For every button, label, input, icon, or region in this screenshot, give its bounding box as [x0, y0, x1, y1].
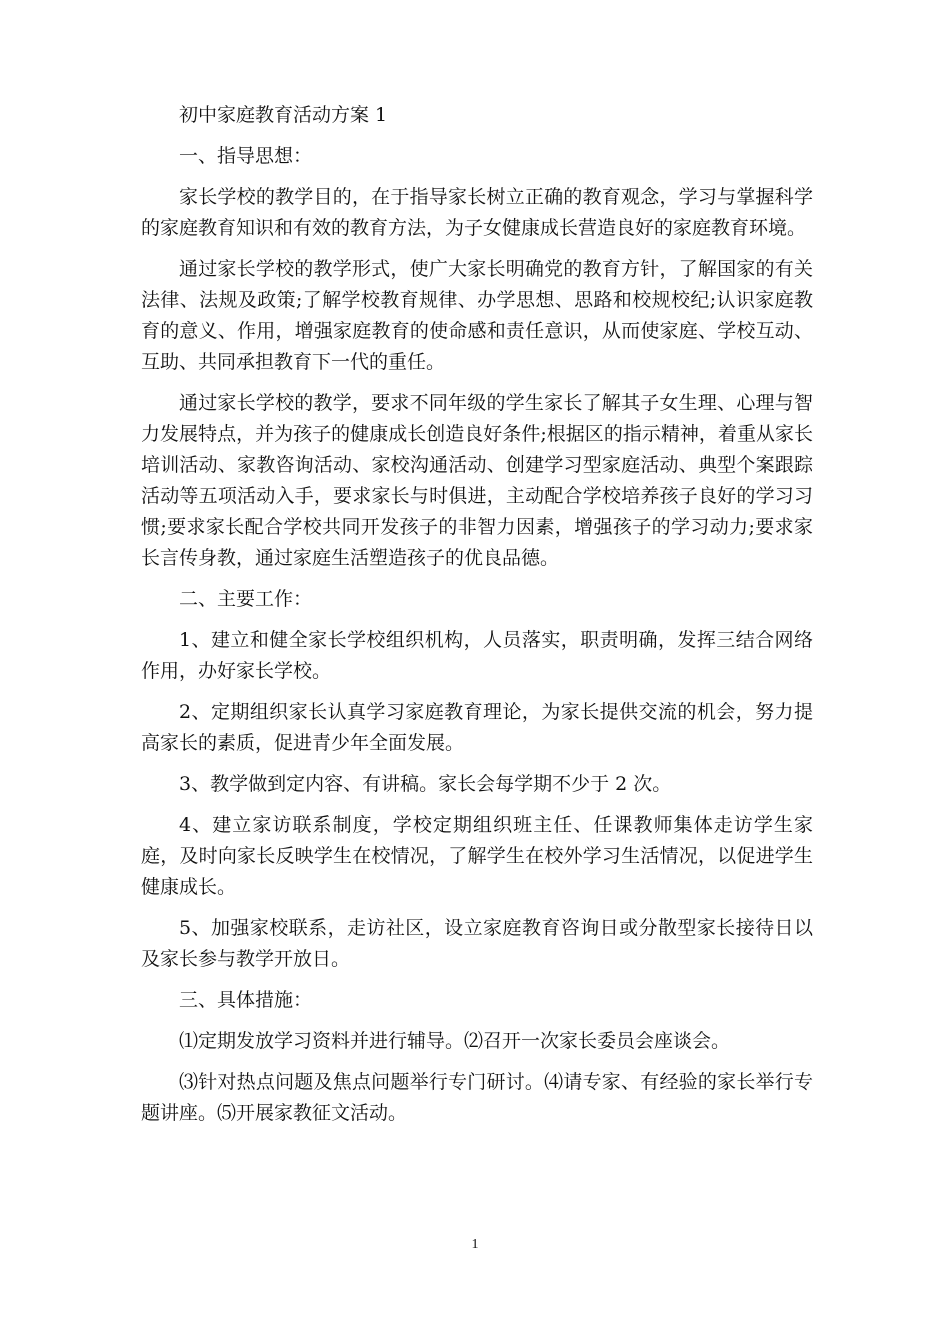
section-heading-guiding-thought: 一、指导思想：: [179, 145, 313, 167]
paragraph: 通过家长学校的教学，要求不同年级的学生家长了解其子女生理、心理与智力发展特点，并为孩子的健康成长创造良好条件;根据区的指示精神，着重从家长培训活动、家教咨询活动、家校沟通活动、创建学习型家庭活动、典型个案跟踪活动等五项活动入手，要求家长与时俱进，主动配合学校培养孩子良好的学习习惯;要求家长配合学校共同开发孩子的非智力因素，增强孩子的学习动力;要求家长言传身教，通过家庭生活塑造孩子的优良品德。: [141, 392, 813, 569]
document-body: [141, 100, 813, 1139]
list-item: 1、建立和健全家长学校组织机构，人员落实，职责明确，发挥三结合网络作用，办好家长学校。: [141, 629, 813, 682]
section-heading-main-work: 二、主要工作：: [179, 588, 313, 610]
paragraph: ⑶针对热点问题及焦点问题举行专门研讨。⑷请专家、有经验的家长举行专题讲座。⑸开展家教征文活动。: [141, 1071, 813, 1124]
document-title: 初中家庭教育活动方案 1: [179, 104, 388, 126]
page-number: 1: [471, 1237, 479, 1252]
section-heading-measures: 三、具体措施：: [179, 989, 313, 1011]
list-item: 3、教学做到定内容、有讲稿。家长会每学期不少于 2 次。: [179, 773, 672, 795]
paragraph: 家长学校的教学目的，在于指导家长树立正确的教育观念，学习与掌握科学的家庭教育知识和有效的教育方法，为子女健康成长营造良好的家庭教育环境。: [141, 186, 813, 239]
paragraph: ⑴定期发放学习资料并进行辅导。⑵召开一次家长委员会座谈会。: [179, 1030, 731, 1052]
paragraph: 通过家长学校的教学形式，使广大家长明确党的教育方针，了解国家的有关法律、法规及政策;了解学校教育规律、办学思想、思路和校规校纪;认识家庭教育的意义、作用，增强家庭教育的使命感和责任意识，从而使家庭、学校互动、互助、共同承担教育下一代的重任。: [141, 258, 813, 373]
list-item: 2、定期组织家长认真学习家庭教育理论，为家长提供交流的机会，努力提高家长的素质，促进青少年全面发展。: [141, 701, 813, 754]
list-item: 4、建立家访联系制度，学校定期组织班主任、任课教师集体走访学生家庭，及时向家长反映学生在校情况，了解学生在校外学习生活情况，以促进学生健康成长。: [141, 814, 813, 898]
list-item: 5、加强家校联系，走访社区，设立家庭教育咨询日或分散型家长接待日以及家长参与教学开放日。: [141, 917, 813, 970]
